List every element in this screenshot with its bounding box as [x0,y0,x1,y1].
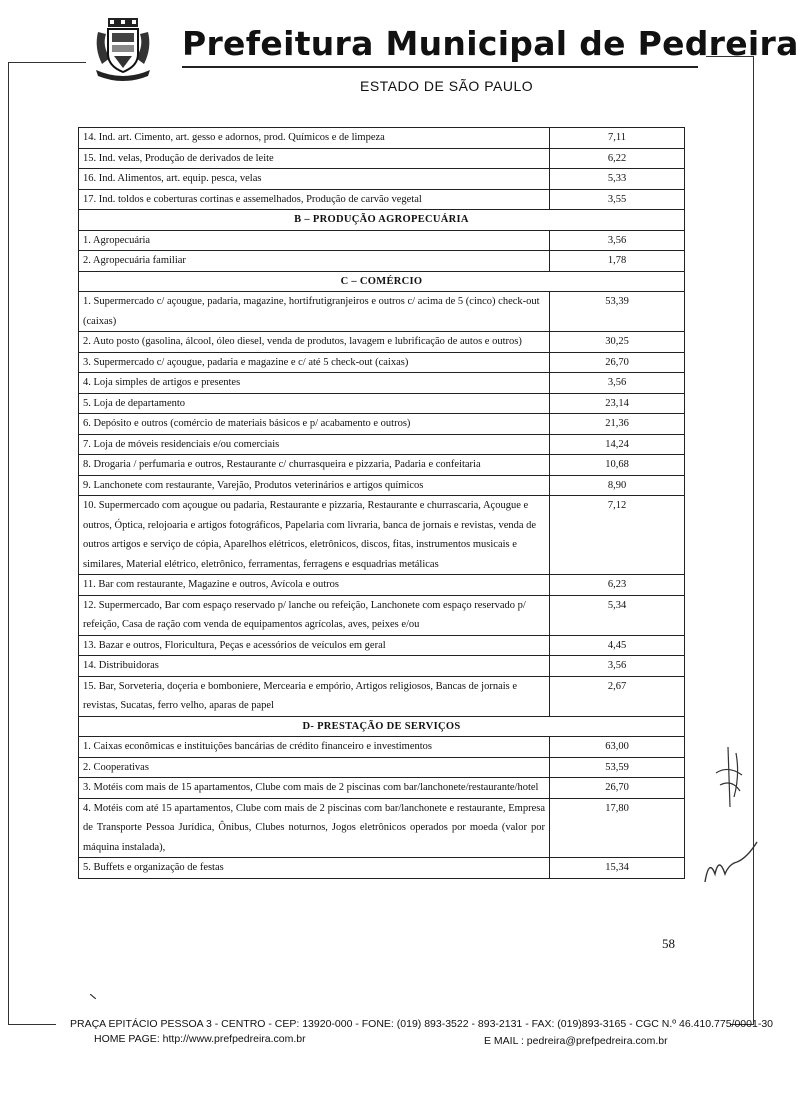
rate-value: 63,00 [550,737,685,758]
frame-line-left [8,62,9,1024]
activity-description: 2. Auto posto (gasolina, álcool, óleo diesel, venda de produtos, lavagem e lubrificação de autos e outros) [79,332,550,353]
signature-initials-mark-2 [703,838,759,888]
activity-description: 1. Caixas econômicas e instituições bancárias de crédito financeiro e investimentos [79,737,550,758]
table-row [79,332,685,353]
table-row [79,778,685,799]
activity-description: 16. Ind. Alimentos, art. equip. pesca, velas [79,169,550,190]
section-row [79,210,685,231]
rate-value: 5,34 [550,595,685,635]
section-title: B – PRODUÇÃO AGROPECUÁRIA [79,210,685,231]
activity-description: 13. Bazar e outros, Floricultura, Peças e acessórios de veículos em geral [79,635,550,656]
footer-email: E MAIL : pedreira@prefpedreira.com.br [484,1035,668,1047]
rate-value: 53,39 [550,292,685,332]
rate-value: 2,67 [550,676,685,716]
frame-line-bottom-left [8,1024,56,1025]
rate-value: 26,70 [550,352,685,373]
activity-description: 4. Motéis com até 15 apartamentos, Clube com mais de 2 piscinas com bar/lanchonete e restaurante, Empresa de Transporte Pessoa Jurídica, Ônibus, Clubes noturnos, Jogos eletrônicos operados por moeda (valor por máquina instalada), [79,798,550,858]
rate-value: 6,22 [550,148,685,169]
section-title: C – COMÉRCIO [79,271,685,292]
activity-description: 11. Bar com restaurante, Magazine e outros, Avícola e outros [79,575,550,596]
activity-description: 2. Cooperativas [79,757,550,778]
table-row [79,455,685,476]
table-row [79,575,685,596]
page-number: 58 [662,936,675,951]
table-row [79,373,685,394]
activity-description: 8. Drogaria / perfumaria e outros, Restaurante c/ churrasqueira e pizzaria, Padaria e confeitaria [79,455,550,476]
table-row [79,757,685,778]
table-row [79,635,685,656]
activity-description: 5. Loja de departamento [79,393,550,414]
activity-description: 1. Supermercado c/ açougue, padaria, magazine, hortifrutigranjeiros e outros c/ acima de 5 (cinco) check-out (caixas) [79,292,550,332]
rate-value: 3,56 [550,656,685,677]
activity-description: 2. Agropecuária familiar [79,251,550,272]
rate-value: 53,59 [550,757,685,778]
rate-value: 3,55 [550,189,685,210]
activity-description: 14. Ind. art. Cimento, art. gesso e adornos, prod. Químicos e de limpeza [79,128,550,149]
table-row [79,393,685,414]
activity-description: 7. Loja de móveis residenciais e/ou comerciais [79,434,550,455]
activity-description: 1. Agropecuária [79,230,550,251]
table-row [79,737,685,758]
section-row [79,716,685,737]
coat-of-arms-icon [92,18,154,82]
rate-value: 3,56 [550,373,685,394]
table-row [79,189,685,210]
rate-value: 7,12 [550,496,685,575]
table-row [79,475,685,496]
table-row [79,496,685,575]
activity-description: 10. Supermercado com açougue ou padaria, Restaurante e pizzaria, Restaurante e churrascaria, Açougue e outros, Óptica, relojoaria e artigos fotográficos, Papelaria com livraria, banca de jornais e revistas, venda de outros artigos e serviço de cópia, Aparelhos elétricos, eletrônicos, discos, fitas, instrumentos musicais e similares, Material elétrico, eletrônico, ferramentas, ferragens e esquadrias metálicas [79,496,550,575]
rate-value: 5,33 [550,169,685,190]
scan-mark [90,994,96,999]
signature-initials-mark [706,745,750,815]
table-row [79,128,685,149]
activity-description: 3. Supermercado c/ açougue, padaria e magazine e c/ até 5 check-out (caixas) [79,352,550,373]
table-row [79,414,685,435]
activity-description: 14. Distribuidoras [79,656,550,677]
activity-description: 17. Ind. toldos e coberturas cortinas e assemelhados, Produção de carvão vegetal [79,189,550,210]
table-row [79,148,685,169]
rate-value: 8,90 [550,475,685,496]
rate-value: 6,23 [550,575,685,596]
table-row [79,676,685,716]
rate-value: 17,80 [550,798,685,858]
rate-value: 7,11 [550,128,685,149]
activity-description: 9. Lanchonete com restaurante, Varejão, Produtos veterinários e artigos químicos [79,475,550,496]
footer-address: PRAÇA EPITÁCIO PESSOA 3 - CENTRO - CEP: 13920-000 - FONE: (019) 893-3522 - 893-2131 - FAX: (019)893-3165 - CGC N.º 46.410.775/0001-30 [70,1018,774,1030]
rate-value: 4,45 [550,635,685,656]
table-row [79,292,685,332]
rate-value: 30,25 [550,332,685,353]
title-underline [182,66,698,68]
section-title: D- PRESTAÇÃO DE SERVIÇOS [79,716,685,737]
rate-value: 15,34 [550,858,685,879]
rate-value: 21,36 [550,414,685,435]
page-title: Prefeitura Municipal de Pedreira [182,24,799,63]
rate-value: 3,56 [550,230,685,251]
table-row [79,169,685,190]
section-row [79,271,685,292]
table-row [79,595,685,635]
activity-description: 15. Ind. velas, Produção de derivados de leite [79,148,550,169]
rate-value: 23,14 [550,393,685,414]
activity-description: 15. Bar, Sorveteria, doçeria e bomboniere, Mercearia e empório, Artigos religiosos, Bancas de jornais e revistas, Sucatas, ferro velho, aparas de papel [79,676,550,716]
table-row [79,858,685,879]
table-row [79,352,685,373]
activity-description: 12. Supermercado, Bar com espaço reservado p/ lanche ou refeição, Lanchonete com espaço reservado p/ refeição, Casa de ração com venda de equipamentos agrícolas, aves, peixes e/ou [79,595,550,635]
table-row [79,656,685,677]
table-row [79,434,685,455]
activity-description: 3. Motéis com mais de 15 apartamentos, Clube com mais de 2 piscinas com bar/lanchonete/restaurante/hotel [79,778,550,799]
activity-description: 5. Buffets e organização de festas [79,858,550,879]
rate-value: 1,78 [550,251,685,272]
activity-description: 4. Loja simples de artigos e presentes [79,373,550,394]
frame-line-top-left [8,62,86,63]
rate-value: 10,68 [550,455,685,476]
activity-description: 6. Depósito e outros (comércio de materiais básicos e p/ acabamento e outros) [79,414,550,435]
state-subtitle: ESTADO DE SÃO PAULO [360,78,534,94]
table-row [79,798,685,858]
tax-rate-table [78,127,685,879]
table-row [79,251,685,272]
footer-homepage: HOME PAGE: http://www.prefpedreira.com.br [94,1033,306,1045]
rate-value: 14,24 [550,434,685,455]
rate-value: 26,70 [550,778,685,799]
table-row [79,230,685,251]
